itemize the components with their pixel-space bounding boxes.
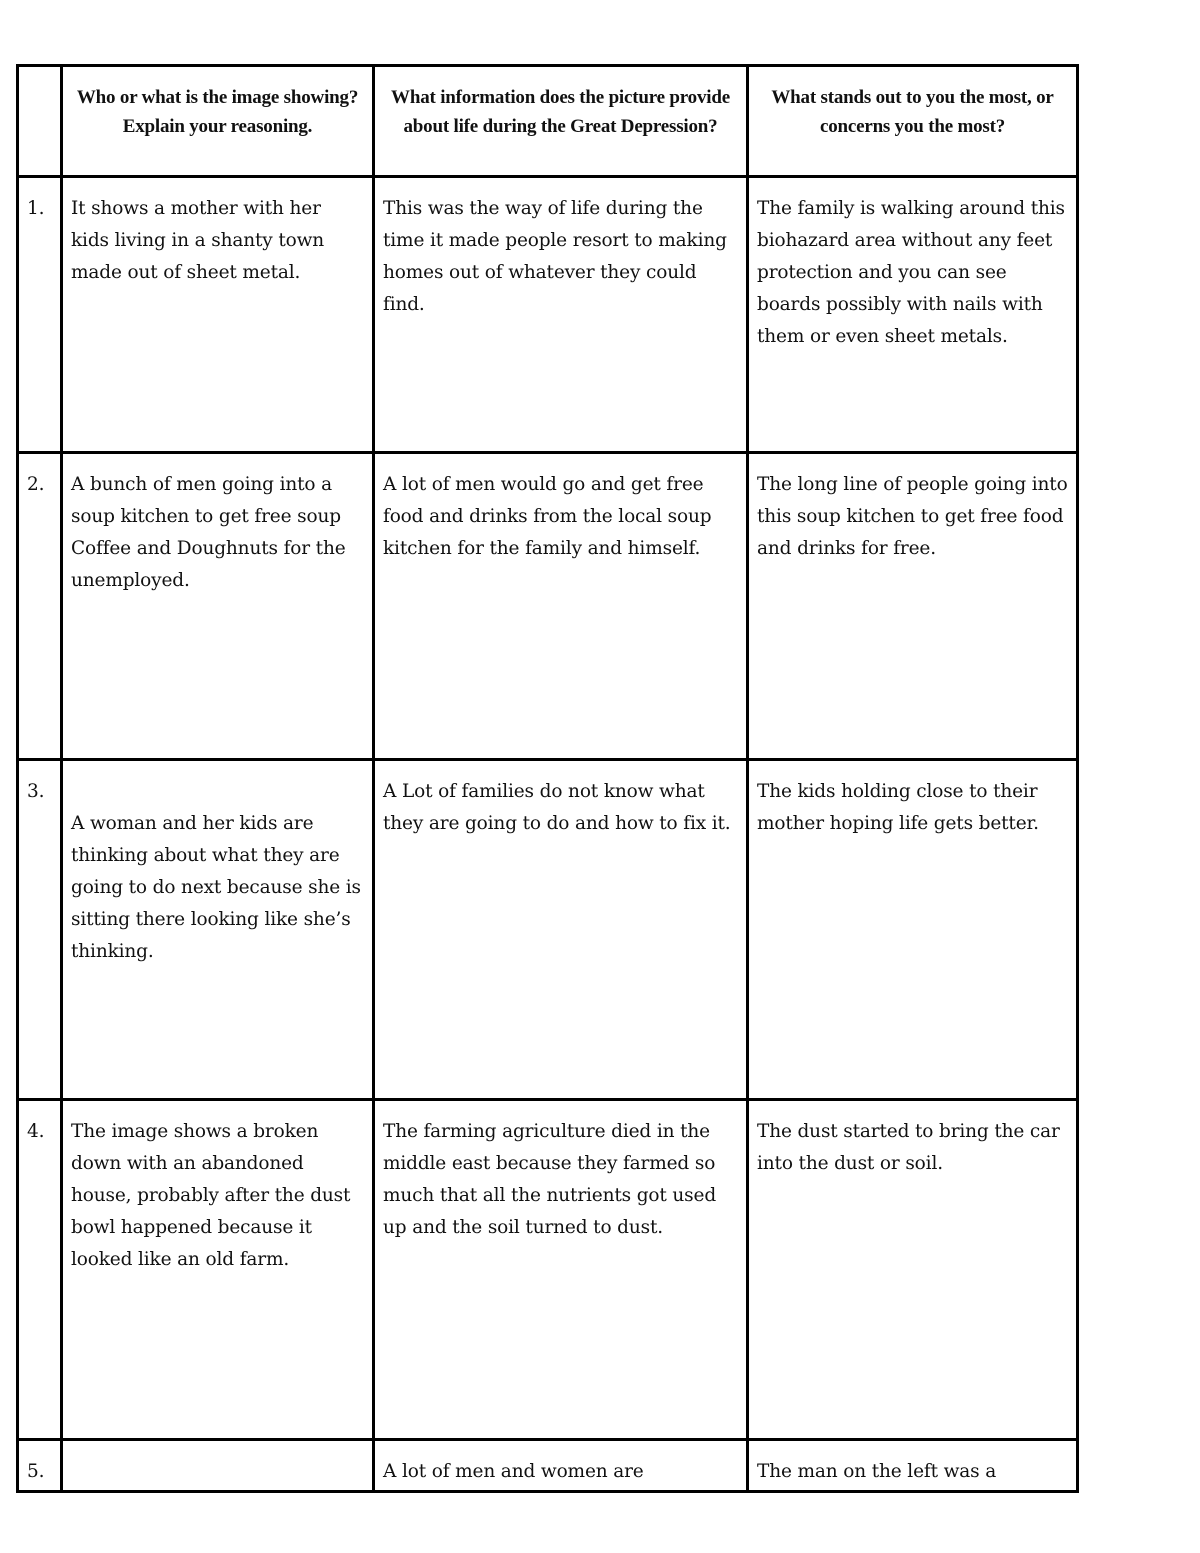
who-what-cell [62, 1440, 374, 1492]
row-number-cell: 2. [18, 453, 62, 760]
row-number-cell: 3. [18, 760, 62, 1100]
header-who-what: Who or what is the image showing? Explain your reasoning. [62, 66, 374, 177]
information-cell: A Lot of families do not know what they are going to do and how to fix it. [374, 760, 748, 1100]
worksheet-table [16, 64, 1079, 1493]
who-what-text: A woman and her kids are thinking about what they are going to do next because she is sitting there looking like she’s thinking. [71, 813, 361, 962]
who-what-cell: It shows a mother with her kids living in a shanty town made out of sheet metal. [62, 177, 374, 453]
stands-out-cell: The dust started to bring the car into the dust or soil. [748, 1100, 1078, 1440]
who-what-cell: The image shows a broken down with an abandoned house, probably after the dust bowl happened because it looked like an old farm. [62, 1100, 374, 1440]
row-number-cell: 4. [18, 1100, 62, 1440]
information-cell: The farming agriculture died in the middle east because they farmed so much that all the nutrients got used up and the soil turned to dust. [374, 1100, 748, 1440]
information-cell: This was the way of life during the time it made people resort to making homes out of whatever they could find. [374, 177, 748, 453]
header-stands-out: What stands out to you the most, or concerns you the most? [748, 66, 1078, 177]
stands-out-cell: The family is walking around this biohazard area without any feet protection and you can see boards possibly with nails with them or even sheet metals. [748, 177, 1078, 453]
information-cell: A lot of men would go and get free food and drinks from the local soup kitchen for the family and himself. [374, 453, 748, 760]
table-row [18, 1440, 1078, 1492]
stands-out-cell: The long line of people going into this soup kitchen to get free food and drinks for free. [748, 453, 1078, 760]
header-number-cell [18, 66, 62, 177]
blank-line [71, 776, 364, 808]
table-row [18, 177, 1078, 453]
header-row [18, 66, 1078, 177]
row-number-cell: 5. [18, 1440, 62, 1492]
information-cell: A lot of men and women are [374, 1440, 748, 1492]
header-information: What information does the picture provide about life during the Great Depression? [374, 66, 748, 177]
row-number-cell: 1. [18, 177, 62, 453]
table-row [18, 453, 1078, 760]
stands-out-cell: The kids holding close to their mother hoping life gets better. [748, 760, 1078, 1100]
who-what-cell [62, 760, 374, 1100]
table-row [18, 760, 1078, 1100]
who-what-cell: A bunch of men going into a soup kitchen to get free soup Coffee and Doughnuts for the unemployed. [62, 453, 374, 760]
stands-out-cell: The man on the left was a [748, 1440, 1078, 1492]
table-row [18, 1100, 1078, 1440]
